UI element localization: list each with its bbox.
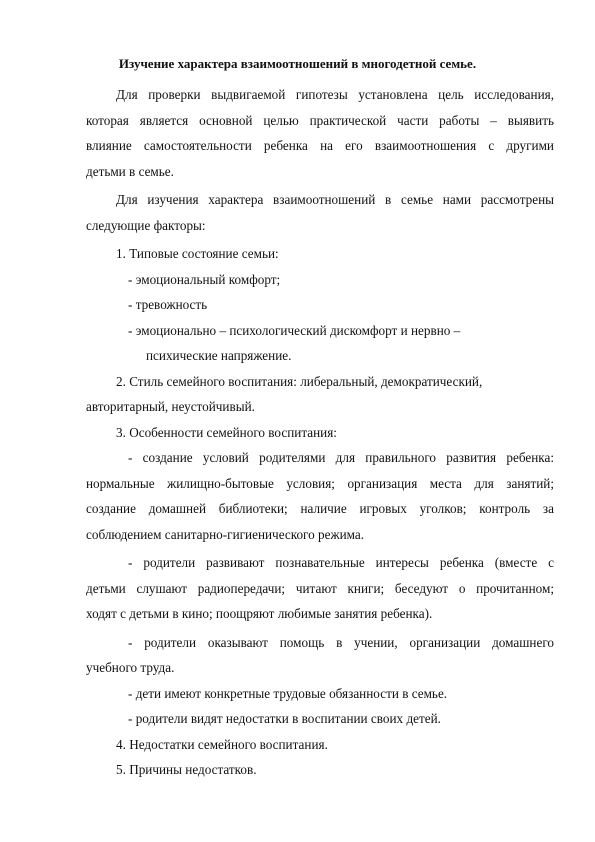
factor-2-line: авторитарный, неустойчивый. — [86, 399, 255, 414]
paragraph-goal-line: детьми в семье. — [86, 163, 174, 179]
factor-3-item-c-line: - родители оказывают помощь в учении, организации домашнего — [128, 634, 554, 650]
factor-1-item-continuation: психические напряжение. — [146, 348, 292, 363]
factor-3-title: 3. Особенности семейного воспитания: — [116, 424, 337, 440]
factor-3-item-b-line: ходят с детьми в кино; поощряют любимые занятия ребенка). — [86, 606, 433, 621]
factor-3-item-a-line: соблюдением санитарно-гигиенического режима. — [86, 526, 365, 542]
paragraph-goal-line: влияние самостоятельности ребенка на его взаимоотношения с другими — [86, 138, 554, 153]
document-body — [86, 82, 554, 783]
factor-3-item-b-line: - родители развивают познавательные интересы ребенка (вместе с — [128, 555, 554, 570]
factor-3-item-e: - родители видят недостатки в воспитании своих детей. — [128, 711, 441, 726]
paragraph-goal-line: которая является основной целью практической части работы – выявить — [86, 112, 554, 128]
factor-3-item-a-line: - создание условий родителями для правильного развития ребенка: — [128, 450, 554, 465]
factor-1-item: - тревожность — [128, 297, 208, 312]
factor-3-item-c-line: учебного труда. — [86, 660, 175, 675]
factor-3-item-a-line: создание домашней библиотеки; наличие игровых уголков; контроль за — [86, 501, 554, 516]
factor-3-item-d: - дети имеют конкретные трудовые обязанности в семье. — [128, 685, 448, 701]
document-title: Изучение характера взаимоотношений в многодетной семье. — [118, 56, 477, 71]
factor-1-title: 1. Типовые состояние семьи: — [116, 246, 279, 261]
paragraph-goal-line: Для проверки выдвигаемой гипотезы установлена цель исследования, — [116, 87, 554, 102]
factor-5-title: 5. Причины недостатков. — [116, 762, 257, 777]
factor-4-title: 4. Недостатки семейного воспитания. — [116, 736, 328, 752]
paragraph-factors-line: следующие факторы: — [86, 217, 206, 233]
factor-1-item: - эмоциональный комфорт; — [128, 271, 281, 287]
paragraph-factors-line: Для изучения характера взаимоотношений в семье нами рассмотрены — [116, 192, 554, 207]
factor-2-line: 2. Стиль семейного воспитания: либеральный, демократический, — [116, 373, 483, 389]
factor-3-item-a-line: нормальные жилищно-бытовые условия; организация места для занятий; — [86, 475, 554, 491]
factor-3-item-b-line: детьми слушают радиопередачи; читают книги; беседуют о прочитанном; — [86, 580, 554, 596]
factor-1-item: - эмоционально – психологический дискомфорт и нервно – — [128, 322, 461, 338]
